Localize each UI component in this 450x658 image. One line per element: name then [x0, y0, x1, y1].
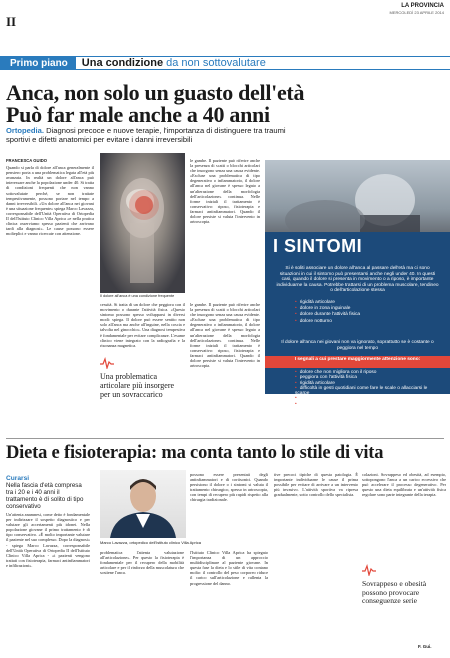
- list-item: • dolore che non migliora con il riposo: [295, 370, 440, 375]
- article1-col2-text: cessità. Si tratta di un dolore che peggiora con il movimento o durante l'attività fisica. «Questo sintomo possono spesso svilupparsi in diversi modi: spiega. Il dolore può essere sentito non solo all'anca ma anche all'inguine, nella coscia e talvolta nel ginocchio». Una diagnosi tempestiva è fondamentale per evitare complicanze. L'esame clinico viene integrato con la radiografia e la risonanza magnetica.: [100, 302, 185, 348]
- article2-cure-label: Curarsi: [6, 475, 30, 482]
- article1-deck-text: Diagnosi precoce e nuove terapie, l'importanza di distinguere tra traumi sportivi e difetti anatomici per evitare i danni irreversibili: [6, 126, 286, 144]
- article2-column-1: [6, 512, 90, 654]
- page-number: II: [6, 14, 17, 29]
- section-subtitle-bold: Una condizione: [81, 57, 164, 69]
- article2-col5-text: tive precoci tipiche di questa patologia. È importante individuarne le cause il prima possibile per evitare di arrivare a un intervento più invasivo. L'attività sportiva va ripresa gradualmente, sotto controllo dello specialista.: [274, 472, 358, 498]
- section-label: Primo piano: [0, 56, 76, 70]
- article2-cure-text: Nella fascia d'età compresa tra i 20 e i 40 anni il trattamento è di solito di tipo conservativo: [6, 482, 84, 510]
- article2-column-4: [190, 472, 268, 538]
- heartbeat-icon: [100, 356, 114, 368]
- list-item: • dolore notturno: [295, 402, 440, 407]
- article1-column-3: [190, 302, 260, 432]
- list-item: • rigidità articolare: [295, 300, 435, 306]
- dateline: MERCOLEDÌ 23 APRILE 2014: [389, 10, 444, 15]
- article2-initials: F. Gui.: [418, 644, 432, 649]
- doctor-photo-caption: Marco Lavazza, ortopedico dell'Istituto clinico Villa Aprica: [100, 540, 201, 545]
- article2-col6-text: colazioni. Sovrappeso ed obesità, ad esempio, sottopongono l'anca a un carico eccessivo che può accelerare il processo degenerativo. Per questo una dieta equilibrata e un'attività fisica regolare sono parte integrante della terapia.: [362, 472, 446, 498]
- article2-pull-quote: Sovrappeso e obesità possono provocare conseguenze serie: [362, 579, 427, 605]
- knee-photo: [100, 153, 185, 293]
- article2-col3-text: l'Istituto Clinico Villa Aprica ha spiegato l'importanza di un approccio multidisciplinare al paziente giovane. In questa fase la dieta e lo stile di vita contano molto: il controllo del peso corporeo riduce il carico sull'articolazione e rallenta la progressione del danno.: [190, 550, 268, 586]
- list-item: • difficoltà in gesti quotidiani come fare le scale o allacciarsi le scarpe: [295, 386, 440, 397]
- article1-col3a-text: le gambe. Il paziente può riferire anche la presenza di scatti o blocchi articolari che insorgono senza una causa evidente. «Escluse una problematica di tipo degenerativo o infiammatorio, il dolore all'anca nel giovane è spesso legato a un'alterazione della morfologia dell'articolazione» continua. Nelle forme iniziali il trattamento è conservativo: riposo, fisioterapia e farmaci antinfiammatori. Quando il dolore persiste si valuta l'intervento in artroscopia.: [190, 158, 260, 225]
- article2-column-5: [274, 472, 358, 654]
- section-bar: [0, 56, 450, 70]
- sintomi-intro: Si è soliti associare un dolore all'anca al passare dell'età ma ci sono situazioni in cui il sintomo può presentarsi anche negli under 40. In questi casi, quando il dolore si presenta in movimento o a riposo, è importante individuarne la causa. Potrebbe trattarsi di un problema muscolare, tendineo o dell'articolazione stessa: [276, 266, 439, 294]
- article1-deck: [6, 126, 306, 144]
- sintomi-photo-figure: [265, 160, 450, 242]
- list-item: • dolore notturno: [295, 319, 435, 325]
- article2-column-3: [190, 550, 268, 654]
- list-item: • peggiora con l'attività fisica: [295, 375, 440, 380]
- knee-illustration: [100, 153, 185, 293]
- list-item: • rigidità articolare: [295, 381, 440, 386]
- list-item: • dolore in zona inguinale: [295, 306, 435, 312]
- sintomi-title: I SINTOMI: [273, 236, 363, 256]
- article2-col4-text: possono essere presentati degli antinfiammatori e di cortisonici. Quando persistono il dolore o i sintomi si valuta il trattamento chirurgico, spesso in artroscopia, con tempi di recupero più rapidi rispetto alla chirurgia tradizionale.: [190, 472, 268, 503]
- list-item: • dolore durante l'attività fisica: [295, 312, 435, 318]
- article2-col1-text: Un'attenta anamnesi, come detto è fondamentale per indirizzare il sospetto diagnostico e per valutare gli accertamenti più idonei. Nella popolazione giovane il primo trattamento è di tipo conservativo. «È molto importante valutare il paziente nel suo complesso. Dopo la diagnosi» - spiega Marco Lavazza, corresponsabile dell'Unità Operativa di Ortopedia II dell'Istituto Clinico Villa Aprica - «i pazienti vengono trattati con fisioterapia, farmaci antinfiammatori e infiltrazioni».: [6, 512, 90, 568]
- article1-byline: FRANCESCA GUIDO: [6, 158, 48, 163]
- knee-photo-caption: Il dolore all'anca è una condizione frequente: [100, 294, 175, 298]
- sintomi-list-2: [295, 370, 440, 407]
- article1-column-1: [6, 158, 94, 433]
- article1-col3-text: le gambe. Il paziente può riferire anche la presenza di scatti o blocchi articolari che insorgono senza una causa evidente. «Escluse una problematica di tipo degenerativo o infiammatorio, il dolore all'anca nel giovane è spesso legato a un'alterazione della morfologia dell'articolazione» continua. Nelle forme iniziali il trattamento è conservativo: riposo, fisioterapia e farmaci antinfiammatori. Quando il dolore persiste si valuta l'intervento in artroscopia.: [190, 302, 260, 369]
- doctor-photo: [100, 470, 186, 538]
- article1-column-2: [100, 302, 185, 354]
- masthead: LA PROVINCIA: [401, 3, 444, 9]
- article2-headline: Dieta e fisioterapia: ma conta tanto lo stile di vita: [6, 443, 384, 463]
- article1-deck-kicker: Ortopedia.: [6, 126, 44, 135]
- article1-column-3a: [190, 158, 260, 298]
- sintomi-mid-text: Il dolore all'anca nei giovani non va ignorato, soprattutto se è costante o peggiora nel tempo: [281, 340, 434, 351]
- section-subtitle-light: da non sottovalutare: [166, 57, 266, 69]
- article-separator: [6, 438, 444, 439]
- doctor-portrait: [100, 470, 186, 538]
- heartbeat-icon: [362, 563, 376, 575]
- sintomi-box: [265, 232, 450, 407]
- article2-col2-text: problematica l'attenta valutazione all'articolazione». Per questo la fisioterapia è fondamentale per il recupero della mobilità articolare e per il rinforzo della muscolatura che sostiene l'anca.: [100, 550, 184, 576]
- article1-col1-text: Quando si parla di dolore all'anca generalmente il pensiero porta a una problematica legata all'età più avanzata. In realtà un dolore all'anca può interessare anche la popolazione under 40. Si tratta di condizioni frequenti che non vanno sottovalutate perché, se non trattate tempestivamente, possono portare nel tempo a danni irreversibili. «Un dolore all'anca nei giovani è una situazione frequente» spiega Marco Lavazza, corresponsabile dell'Unità Operativa di Ortopedia II dell'Istituto Clinico Villa Aprica «e nella pratica clinica osserviamo spesso pazienti che arrivano tardi alla diagnosi». Le cause possono essere molteplici e vanno ricercate con attenzione.: [6, 165, 94, 237]
- article2-column-6: [362, 472, 446, 560]
- sintomi-band: I segnali a cui prestare maggiormente attenzione sono:: [265, 356, 450, 368]
- article2-cure-box: [6, 475, 86, 510]
- list-item: • scarpe presenza di zoppia: [295, 396, 440, 401]
- sintomi-list-1: [295, 300, 435, 325]
- sintomi-photo: [265, 160, 450, 242]
- article1-headline: Anca, non solo un guasto dell'età Può far male anche a 40 anni: [6, 80, 305, 127]
- section-subtitle: [76, 56, 450, 70]
- article1-pull-quote: Una problematica articolare più insorgere per un sovraccarico: [100, 372, 175, 399]
- article2-column-2: [100, 550, 184, 654]
